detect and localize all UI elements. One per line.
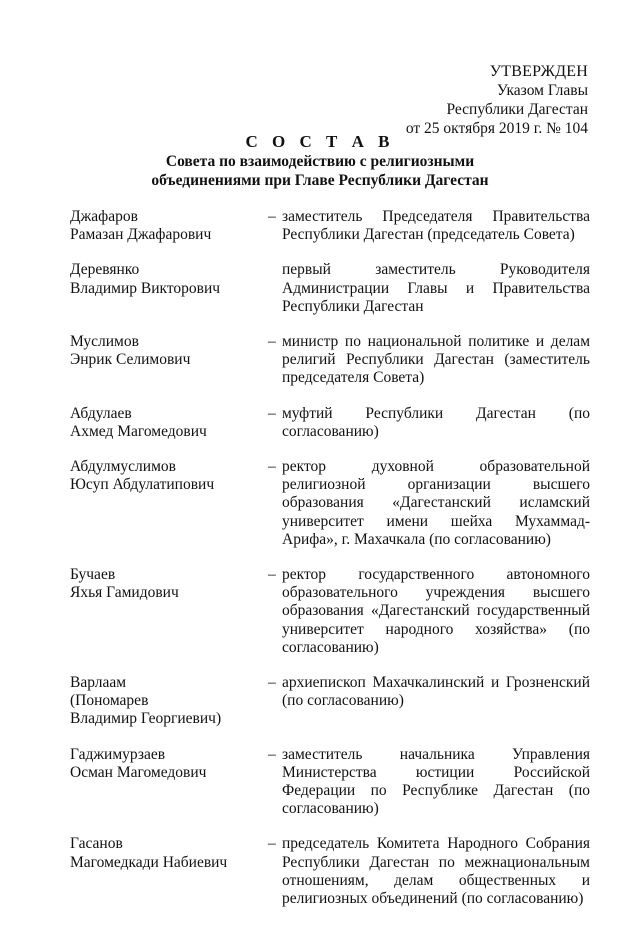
member-role-line: Арифа», г. Махачкала (по согласованию)	[282, 530, 551, 548]
member-role	[282, 835, 590, 908]
member-name-line: Юсуп Абдулатипович	[70, 476, 215, 494]
member-role-line: отношениям, делам общественных и	[282, 871, 590, 889]
member-role	[282, 458, 590, 549]
member-dash: –	[268, 458, 276, 476]
member-role-line: председатель Комитета Народного Собрания	[282, 835, 590, 853]
title-heading: С О С Т А В	[245, 132, 395, 151]
member-role-line: согласованию)	[282, 422, 379, 440]
member-role-line: религиозной организации высшего	[282, 476, 590, 494]
member-row	[70, 746, 590, 819]
member-name	[70, 405, 260, 441]
approval-line-4: от 25 октября 2019 г. № 104	[405, 120, 588, 137]
member-name-line: Владимир Викторович	[70, 279, 221, 297]
member-role	[282, 333, 590, 388]
member-role-line: Администрации Главы и Правительства	[282, 279, 590, 297]
member-row	[70, 458, 590, 549]
member-name	[70, 746, 260, 819]
member-role-line: председателя Совета)	[282, 369, 425, 387]
title-line-1: Совета по взаимодействию с религиозными	[165, 153, 475, 170]
member-name-line: Деревянко	[70, 261, 140, 279]
member-role-line: университет имени шейха Мухаммад-	[282, 512, 590, 530]
member-row	[70, 405, 590, 441]
member-name-line: Осман Магомедович	[70, 763, 207, 781]
approval-stamp	[406, 62, 588, 138]
member-name-line: Джафаров	[70, 208, 138, 225]
approval-line-1: УТВЕРЖДЕН	[489, 63, 588, 80]
member-role	[282, 405, 590, 441]
member-name-line: Бучаев	[70, 566, 116, 584]
member-name-line: Яхья Гамидович	[70, 584, 179, 602]
member-name	[70, 674, 260, 729]
member-role-line: муфтий Республики Дагестан (по	[282, 404, 590, 422]
member-name-line: (Пономарев	[70, 692, 149, 710]
member-dash: –	[268, 566, 276, 584]
member-name-line: Абдулмуслимов	[70, 458, 176, 476]
member-dash: –	[268, 333, 276, 351]
member-row	[70, 566, 590, 657]
member-name-line: Гаджимурзаев	[70, 745, 166, 763]
member-name	[70, 566, 260, 657]
member-name-line: Абдулаев	[70, 404, 132, 422]
member-role-line: (по согласованию)	[282, 692, 404, 710]
member-role-line: религиозных объединений (по согласованию)	[282, 890, 584, 908]
member-role-line: Республики Дагестан (председатель Совета)	[282, 226, 575, 244]
members-list	[70, 208, 590, 925]
member-dash: –	[268, 404, 276, 422]
member-role-line: ректор духовной образовательной	[282, 458, 590, 476]
member-name	[70, 458, 260, 549]
member-name	[70, 835, 260, 908]
member-row	[70, 674, 590, 729]
title-line-2: объединениями при Главе Республики Дагестан	[151, 172, 489, 189]
member-role-line: согласованию)	[282, 638, 379, 656]
member-role	[282, 566, 590, 657]
member-role-line: образования «Дагестанский государственный	[282, 602, 590, 620]
member-dash: –	[268, 835, 276, 853]
member-role-line: первый заместитель Руководителя	[282, 261, 590, 279]
member-role-line: архиепископ Махачкалинский и Грозненский	[282, 674, 590, 692]
member-role	[282, 746, 590, 819]
member-role	[282, 208, 590, 244]
member-dash: –	[268, 208, 276, 225]
approval-line-2: Указом Главы	[496, 82, 588, 99]
member-role-line: министр по национальной политике и делам	[282, 333, 590, 351]
member-role-line: ректор государственного автономного	[282, 566, 590, 584]
document-title	[0, 132, 640, 190]
member-name	[70, 261, 260, 316]
member-row	[70, 261, 590, 316]
approval-line-3: Республики Дагестан	[446, 101, 588, 118]
member-role	[282, 674, 590, 729]
member-name-line: Рамазан Джафарович	[70, 226, 212, 244]
member-role-line: Министерства юстиции Российской	[282, 763, 590, 781]
member-role-line: Республики Дагестан по межнациональным	[282, 853, 590, 871]
member-row	[70, 333, 590, 388]
member-role-line: Федерации по Республике Дагестан (по	[282, 782, 590, 800]
member-role-line: образовательного учреждения высшего	[282, 584, 590, 602]
member-row	[70, 835, 590, 908]
member-row	[70, 208, 590, 244]
member-role	[282, 261, 590, 316]
member-name-line: Варлаам	[70, 674, 127, 692]
member-name-line: Ахмед Магомедович	[70, 422, 207, 440]
member-dash: –	[268, 745, 276, 763]
member-name-line: Гасанов	[70, 835, 123, 853]
member-name	[70, 333, 260, 388]
member-role-line: образования «Дагестанский исламский	[282, 494, 590, 512]
member-role-line: религий Республики Дагестан (заместитель	[282, 351, 590, 369]
member-role-line: Республики Дагестан	[282, 297, 424, 315]
member-name	[70, 208, 260, 244]
member-name-line: Владимир Георгиевич)	[70, 710, 222, 728]
member-dash: –	[268, 674, 276, 692]
member-role-line: университет народного хозяйства» (по	[282, 620, 590, 638]
member-role-line: согласованию)	[282, 800, 379, 818]
member-name-line: Энрик Селимович	[70, 351, 191, 369]
member-role-line: заместитель Председателя Правительства	[282, 208, 590, 225]
member-name-line: Муслимов	[70, 333, 139, 351]
member-role-line: заместитель начальника Управления	[282, 745, 590, 763]
member-name-line: Магомедкади Набиевич	[70, 853, 228, 871]
member-dash	[260, 261, 282, 316]
